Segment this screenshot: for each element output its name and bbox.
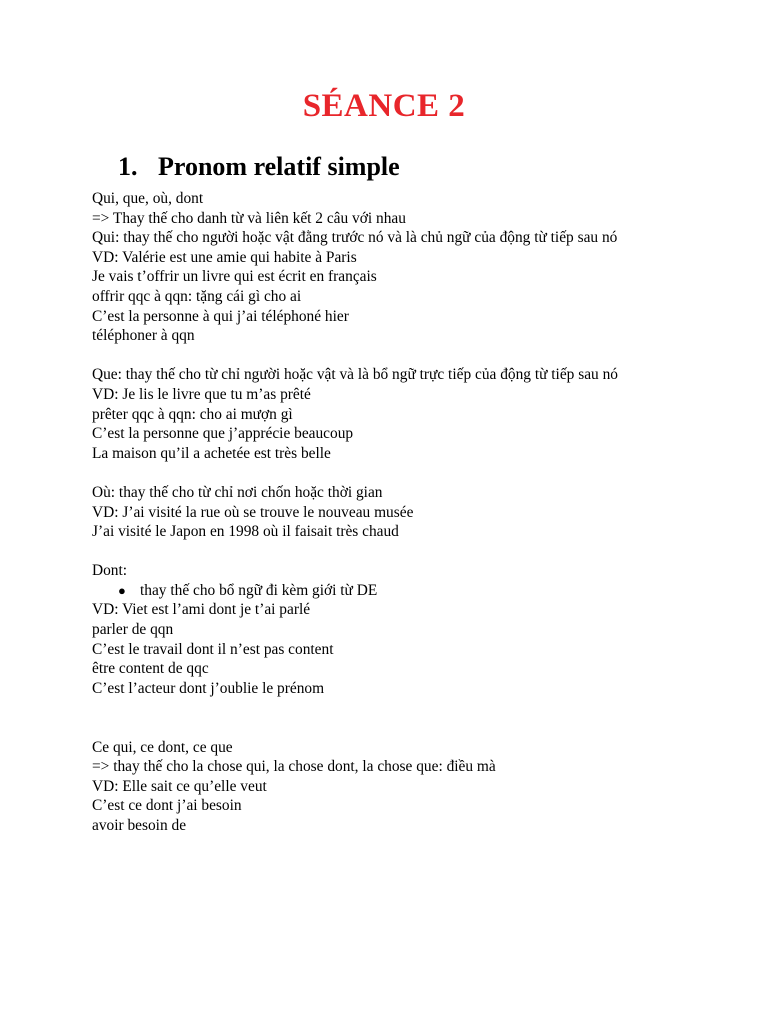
text-line: C’est la personne à qui j’ai téléphoné hier [92, 307, 349, 325]
text-line: VD: Je lis le livre que tu m’as prêté [92, 385, 311, 403]
section-heading-text: Pronom relatif simple [158, 152, 400, 181]
text-line: La maison qu’il a achetée est très belle [92, 444, 331, 462]
bullet-text: thay thế cho bổ ngữ đi kèm giới từ DE [140, 581, 378, 599]
section-number: 1. [118, 152, 138, 181]
text-line: VD: J’ai visité la rue où se trouve le nouveau musée [92, 503, 414, 521]
section-heading [118, 150, 400, 184]
blank-line [92, 698, 682, 718]
text-line: J’ai visité le Japon en 1998 où il faisait très chaud [92, 523, 399, 541]
text-line: être content de qqc [92, 660, 209, 678]
text-line: VD: Valérie est une amie qui habite à Paris [92, 248, 357, 266]
text-line: Où: thay thế cho từ chỉ nơi chốn hoặc thời gian [92, 483, 383, 501]
blank-line [92, 542, 682, 562]
text-line: Ce qui, ce dont, ce que [92, 738, 233, 756]
text-line: offrir qqc à qqn: tặng cái gì cho ai [92, 287, 302, 305]
blank-line [92, 346, 682, 366]
bullet-item [92, 581, 682, 601]
text-line: => Thay thế cho danh từ và liên kết 2 câu với nhau [92, 209, 406, 227]
text-line: Je vais t’offrir un livre qui est écrit en français [92, 268, 377, 286]
text-line: Que: thay thế cho từ chỉ người hoặc vật và là bổ ngữ trực tiếp của động từ tiếp sau nó [92, 366, 618, 384]
text-line: Qui, que, où, dont [92, 190, 204, 207]
text-line: C’est ce dont j’ai besoin [92, 797, 242, 815]
text-line: prêter qqc à qqn: cho ai mượn gì [92, 405, 293, 423]
blank-line [92, 463, 682, 483]
page-title: SÉANCE 2 [302, 88, 466, 124]
bullet-icon: ● [118, 582, 126, 598]
text-line: C’est l’acteur dont j’oublie le prénom [92, 679, 325, 697]
text-line: VD: Elle sait ce qu’elle veut [92, 777, 267, 795]
text-line: => thay thế cho la chose qui, la chose dont, la chose que: điều mà [92, 758, 496, 776]
document-body [92, 189, 682, 836]
text-line: Dont: [92, 562, 128, 580]
text-line: avoir besoin de [92, 817, 187, 834]
text-line: parler de qqn [92, 621, 174, 639]
text-line: VD: Viet est l’ami dont je t’ai parlé [92, 601, 311, 619]
text-line: C’est la personne que j’apprécie beaucoup [92, 425, 354, 443]
text-line: téléphoner à qqn [92, 327, 195, 345]
blank-line [92, 718, 682, 738]
text-line: C’est le travail dont il n’est pas content [92, 640, 334, 658]
text-line: Qui: thay thế cho người hoặc vật đằng trước nó và là chủ ngữ của động từ tiếp sau nó [92, 229, 618, 247]
